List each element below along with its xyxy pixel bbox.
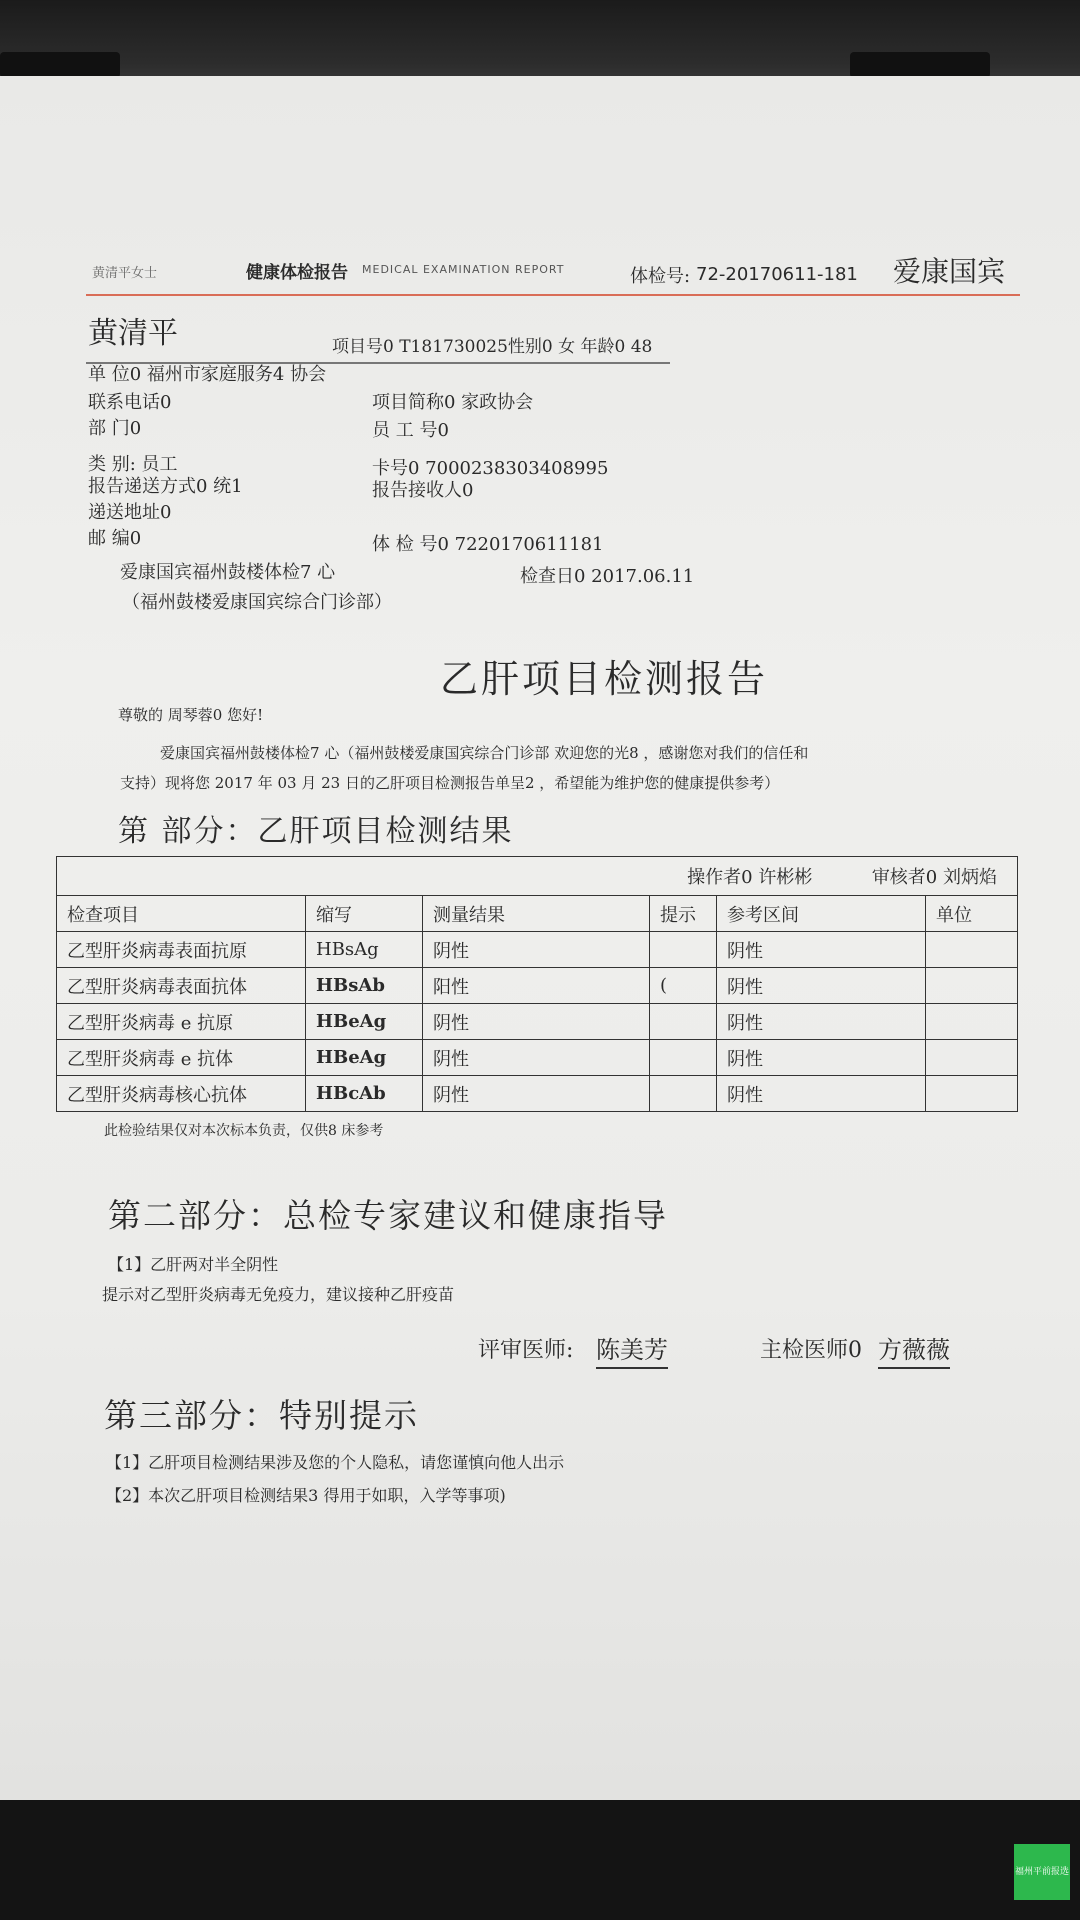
cell-hint [650,1040,717,1076]
info-center-sub: （福州鼓楼爱康国宾综合门诊部） [122,592,392,613]
cell-range: 阴性 [717,1040,926,1076]
binder-clip-right [850,52,990,78]
header-patient-small: 黄清平女士 [92,266,158,281]
table-row [57,968,1018,1004]
cell-hint [650,1004,717,1040]
cell-hint [650,932,717,968]
cell-result: 阴性 [423,1004,650,1040]
col-item: 检查项目 [57,896,306,932]
chief-doctor-name: 方薇薇 [878,1330,950,1369]
cell-hint [650,1076,717,1112]
part3-item-2: 【2】本次乙肝项目检测结果3 得用于如职，入学等事项) [106,1486,506,1505]
watermark-logo: 福州平前报选 [1014,1844,1070,1900]
header-divider [86,294,1020,296]
cell-result: 阴性 [423,1076,650,1112]
chief-doctor-label: 主检医师0 [760,1338,862,1363]
info-project-name: 项目简称0 家政协会 [372,392,534,413]
table-row [57,1004,1018,1040]
info-staff-no: 员 工 号0 [372,420,449,441]
part3-heading: 第三部分：特别提示 [104,1396,419,1435]
doc-greeting: 尊敬的 周琴蓉0 您好! [118,706,264,724]
operator-label: 操作者0 许彬彬 [687,867,813,888]
cell-abbr: HBeAg [306,1004,423,1040]
cell-hint: ( [650,968,717,1004]
col-hint: 提示 [650,896,717,932]
part1-note: 此检验结果仅对本次标本负责，仅供8 床参考 [104,1123,384,1139]
header-exam-no-label: 体检号: [630,266,691,287]
info-card-no: 卡号0 7000238303408995 [372,458,609,479]
info-dept: 部 门0 [88,418,142,439]
cell-unit [926,1076,1018,1112]
cell-range: 阴性 [717,932,926,968]
info-delivery-addr: 递送地址0 [88,502,172,523]
cell-item: 乙型肝炎病毒 e 抗原 [57,1004,306,1040]
header-report-cn: 健康体检报告 [246,263,348,283]
info-phone: 联系电话0 [88,392,172,413]
doc-title: 乙肝项目检测报告 [440,657,769,701]
cell-unit [926,1004,1018,1040]
cell-range: 阴性 [717,1004,926,1040]
info-category: 类 别: 员工 [88,454,178,475]
header-exam-no: 72-20170611-181 [696,264,858,285]
doc-intro-2: 支持）现将您 2017 年 03 月 23 日的乙肝项目检测报告单呈2 ，希望能为维护您的健康提供参考） [120,774,780,792]
cell-abbr: HBcAb [306,1076,423,1112]
cell-item: 乙型肝炎病毒 e 抗体 [57,1040,306,1076]
info-delivery-method: 报告递送方式0 统1 [88,476,243,497]
cell-unit [926,932,1018,968]
part3-item-1: 【1】乙肝项目检测结果涉及您的个人隐私，请您谨慎向他人出示 [106,1453,565,1472]
info-center: 爱康国宾福州鼓楼体检7 心 [120,562,336,583]
table-row [57,932,1018,968]
table-row [57,1040,1018,1076]
part2-item-2: 提示对乙型肝炎病毒无免疫力，建议接种乙肝疫苗 [102,1285,455,1304]
patient-name: 黄清平 [88,316,178,351]
part1-heading: 第 部分：乙肝项目检测结果 [118,814,514,849]
table-row [57,1076,1018,1112]
reviewer-doctor-name: 陈美芳 [596,1330,668,1369]
header-brand: 爱康国宾 [893,255,1006,288]
part2-heading: 第二部分：总检专家建议和健康指导 [108,1196,668,1235]
cell-range: 阴性 [717,968,926,1004]
reviewer-label: 审核者0 刘炳焰 [871,867,997,888]
cell-result: 阴性 [423,932,650,968]
cell-abbr: HBsAb [306,968,423,1004]
cell-unit [926,968,1018,1004]
col-unit: 单位 [926,896,1018,932]
cell-result: 阳性 [423,968,650,1004]
col-result: 测量结果 [423,896,650,932]
header-report-en: MEDICAL EXAMINATION REPORT [362,263,565,276]
info-exam-no: 体 检 号0 7220170611181 [372,534,604,555]
cell-unit [926,1040,1018,1076]
cell-result: 阴性 [423,1040,650,1076]
info-check-date: 检查日0 2017.06.11 [520,566,695,587]
table-ops-row [57,857,1018,896]
photo-bottom-shadow [0,1800,1080,1920]
cell-abbr: HBsAg [306,932,423,968]
cell-item: 乙型肝炎病毒表面抗体 [57,968,306,1004]
info-receiver: 报告接收人0 [372,480,474,501]
results-table [56,856,1018,1112]
patient-project-line: 项目号0 T181730025性别0 女 年龄0 48 [332,337,653,357]
cell-item: 乙型肝炎病毒表面抗原 [57,932,306,968]
cell-item: 乙型肝炎病毒核心抗体 [57,1076,306,1112]
col-abbr: 缩写 [306,896,423,932]
doc-intro-1: 爱康国宾福州鼓楼体检7 心（福州鼓楼爱康国宾综合门诊部 欢迎您的光8 ，感谢您对我们的信任和 [160,744,809,762]
info-unit: 单 位0 福州市家庭服务4 协会 [88,364,327,385]
reviewer-doctor-label: 评审医师: [478,1338,574,1363]
cell-range: 阴性 [717,1076,926,1112]
table-header-row [57,896,1018,932]
cell-abbr: HBeAg [306,1040,423,1076]
part2-item-1: 【1】乙肝两对半全阴性 [108,1255,279,1274]
binder-clip-left [0,52,120,78]
col-range: 参考区间 [717,896,926,932]
info-postcode: 邮 编0 [88,528,142,549]
